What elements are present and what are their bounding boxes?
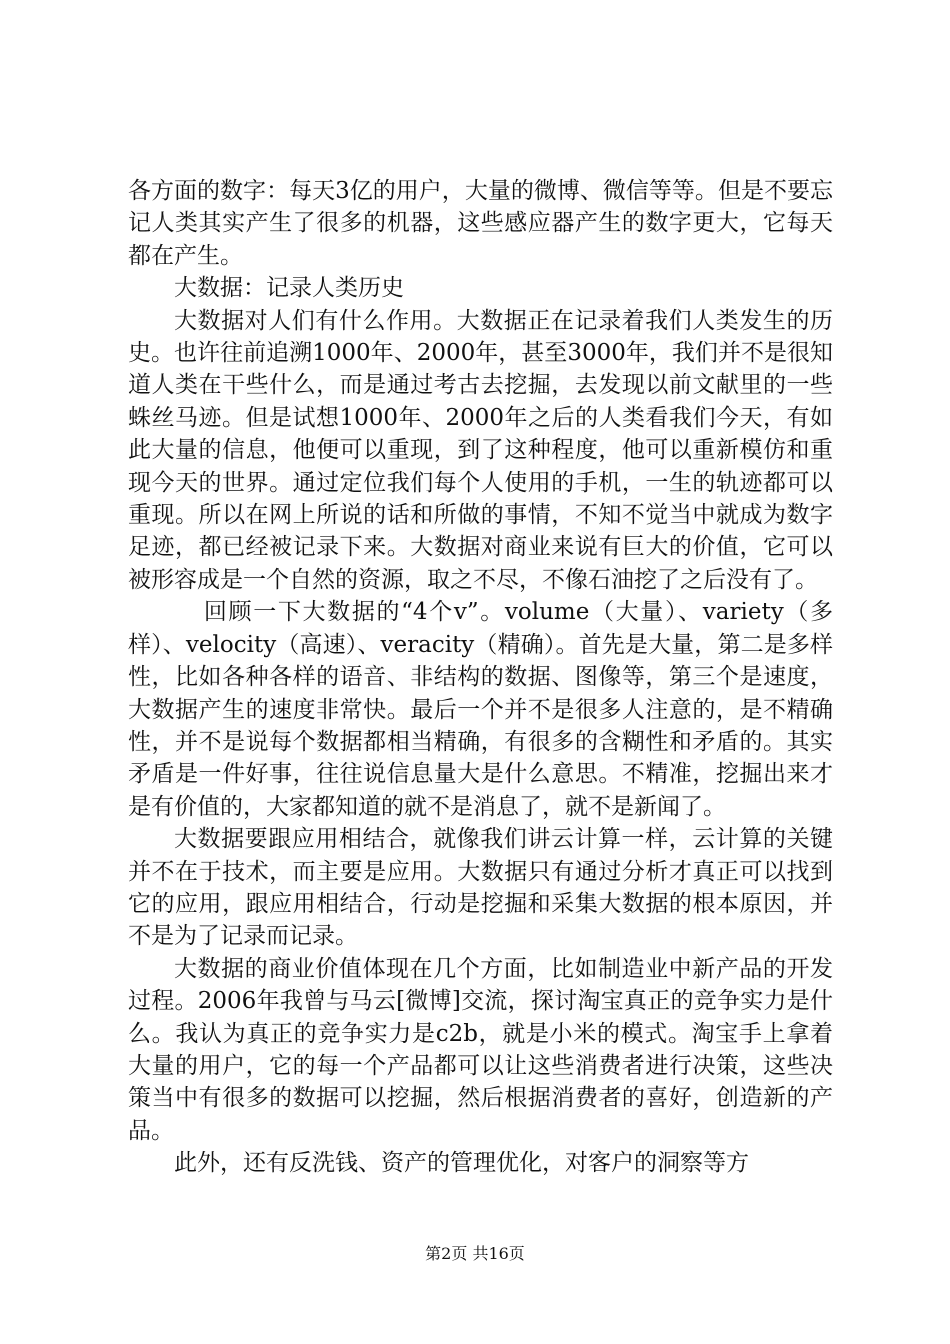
paragraph-6: 大数据的商业价值体现在几个方面，比如制造业中新产品的开发过程。2006年我曾与马云[微博]交流，探讨淘宝真正的竞争实力是什么。我认为真正的竞争实力是c2b，就是小米的模式。淘宝手上拿着大量的用户，它的每一个产品都可以让这些消费者进行决策，这些决策当中有很多的数据可以挖掘，然后根据消费者的喜好，创造新的产品。 xyxy=(128,955,833,1144)
paragraph-4: 回顾一下大数据的“4个v”。volume（大量）、variety（多样）、velocity（高速）、veracity（精确）。首先是大量，第二是多样性，比如各种各样的语音、非结构的数据、图像等，第三个是速度，大数据产生的速度非常快。最后一个并不是很多人注意的，是不精确性，并不是说每个数据都相当精确，有很多的含糊性和矛盾的。其实矛盾是一件好事，往往说信息量大是什么意思。不精准，挖掘出来才是有价值的，大家都知道的就不是消息了，就不是新闻了。 xyxy=(128,599,833,820)
document-body xyxy=(128,175,833,1180)
section-heading: 大数据：记录人类历史 xyxy=(174,275,404,302)
paragraph-1: 各方面的数字：每天3亿的用户，大量的微博、微信等等。但是不要忘记人类其实产生了很多的机器，这些感应器产生的数字更大，它每天都在产生。 xyxy=(128,178,833,269)
page-number: 第2页 共16页 xyxy=(425,1244,525,1263)
paragraph-5: 大数据要跟应用相结合，就像我们讲云计算一样，云计算的关键并不在于技术，而主要是应用。大数据只有通过分析才真正可以找到它的应用，跟应用相结合，行动是挖掘和采集大数据的根本原因，并不是为了记录而记录。 xyxy=(128,826,833,950)
paragraph-7: 此外，还有反洗钱、资产的管理优化，对客户的洞察等方 xyxy=(174,1150,749,1177)
paragraph-3: 大数据对人们有什么作用。大数据正在记录着我们人类发生的历史。也许往前追溯1000年、2000年，甚至3000年，我们并不是很知道人类在干些什么，而是通过考古去挖掘，去发现以前文献里的一些蛛丝马迹。但是试想1000年、2000年之后的人类看我们今天，有如此大量的信息，他便可以重现，到了这种程度，他可以重新模仿和重现今天的世界。通过定位我们每个人使用的手机，一生的轨迹都可以重现。所以在网上所说的话和所做的事情，不知不觉当中就成为数字足迹，都已经被记录下来。大数据对商业来说有巨大的价值，它可以被形容成是一个自然的资源，取之不尽，不像石油挖了之后没有了。 xyxy=(128,307,833,593)
